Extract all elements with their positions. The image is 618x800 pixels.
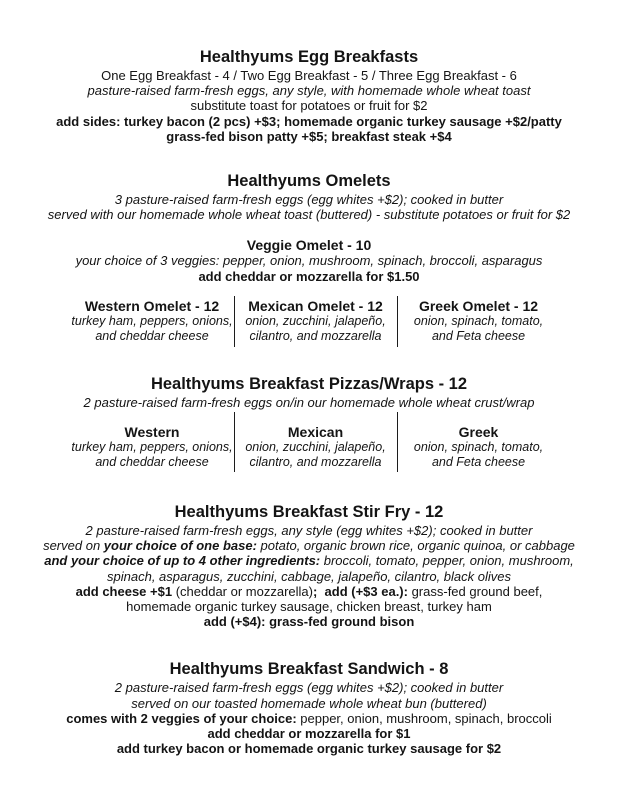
menu-text-line: [20, 129, 598, 144]
column-title: Western Omelet - 12: [84, 297, 220, 314]
menu-text-line: [20, 711, 598, 726]
column-desc-line: and Feta cheese: [431, 455, 526, 470]
column-title: Western: [124, 424, 180, 441]
item-subheading: [20, 238, 598, 253]
section-title: Healthyums Breakfast Sandwich - 8: [169, 660, 449, 679]
column-desc-line: and Feta cheese: [431, 328, 526, 343]
text-run: served on: [43, 538, 104, 554]
menu-column-western-omelet: [71, 296, 234, 347]
section-omelets: [20, 170, 598, 347]
menu-column-mexican-pizza: [234, 412, 397, 472]
text-run: pepper, onion, mushroom, spinach, broccoli: [296, 710, 552, 726]
column-desc-line: onion, spinach, tomato,: [413, 440, 544, 455]
column-desc-line: cilantro, and mozzarella: [249, 328, 382, 343]
text-run: 2 pasture-raised farm-fresh eggs, any style (egg whites +$2); cooked in butter: [85, 523, 533, 539]
text-run: add turkey bacon or homemade organic turkey sausage for $2: [116, 741, 502, 757]
text-run: add cheddar or mozzarella for $1.50: [198, 268, 420, 284]
section-title: Healthyums Egg Breakfasts: [199, 48, 419, 66]
column-desc-line: onion, zucchini, jalapeño,: [245, 440, 386, 455]
column-desc-line: and cheddar cheese: [95, 328, 209, 343]
column-desc-line: turkey ham, peppers, onions,: [71, 313, 233, 328]
text-run: substitute toast for potatoes or fruit for $2: [190, 98, 428, 114]
text-run: 3 pasture-raised farm-fresh eggs (egg whites +$2); cooked in butter: [114, 192, 504, 208]
menu-text-line: [20, 696, 598, 711]
menu-text-line: [20, 741, 598, 756]
column-title: Greek: [458, 424, 499, 441]
menu-text-line: [20, 98, 598, 113]
section-breakfast-pizzas-wraps: [20, 373, 598, 472]
section-title: Healthyums Breakfast Stir Fry - 12: [174, 503, 444, 522]
section-egg-breakfasts: [20, 46, 598, 144]
columns-row-omelet: [26, 296, 604, 347]
column-desc-line: onion, spinach, tomato,: [413, 313, 544, 328]
menu-text-line: [20, 114, 598, 129]
text-run: your choice of one base:: [103, 538, 257, 554]
menu-text-line: [20, 680, 598, 695]
text-run: 2 pasture-raised farm-fresh eggs on/in our homemade whole wheat crust/wrap: [83, 394, 535, 410]
text-run: ; add (+$3 ea.):: [312, 583, 408, 599]
menu-text-line: [20, 553, 598, 568]
text-run: served with our homemade whole wheat toast (buttered) - substitute potatoes or fruit for $2: [47, 207, 571, 223]
menu-column-mexican-omelet: [234, 296, 397, 347]
menu-text-line: [20, 538, 598, 553]
section-breakfast-sandwich: [20, 658, 598, 756]
text-run: Veggie Omelet - 10: [246, 237, 372, 254]
text-run: served on our toasted homemade whole wheat bun (buttered): [131, 695, 487, 711]
column-title: Greek Omelet - 12: [418, 297, 539, 314]
text-run: 2 pasture-raised farm-fresh eggs (egg whites +$2); cooked in butter: [114, 680, 504, 696]
menu-text-line: [20, 253, 598, 268]
menu-text-line: [20, 599, 598, 614]
column-desc-line: turkey ham, peppers, onions,: [71, 440, 233, 455]
menu-text-line: [20, 68, 598, 83]
menu-column-greek-omelet: [397, 296, 560, 347]
column-desc-line: onion, zucchini, jalapeño,: [245, 313, 386, 328]
column-title: Mexican: [287, 424, 344, 441]
menu-text-line: [20, 83, 598, 98]
menu-column-western-pizza: [71, 412, 234, 472]
text-run: add cheddar or mozzarella for $1: [207, 726, 411, 742]
text-run: homemade organic turkey sausage, chicken breast, turkey ham: [126, 599, 492, 615]
text-run: your choice of 3 veggies: pepper, onion, mushroom, spinach, broccoli, asparagus: [75, 253, 543, 269]
menu-text-line: [20, 207, 598, 222]
menu-text-line: [20, 395, 598, 410]
section-title: Healthyums Omelets: [227, 172, 391, 191]
menu-text-line: [20, 523, 598, 538]
text-run: grass-fed bison patty +$5; breakfast steak +$4: [166, 128, 452, 144]
menu-text-line: [20, 584, 598, 599]
column-desc-line: cilantro, and mozzarella: [249, 455, 382, 470]
menu-text-line: [20, 192, 598, 207]
text-run: One Egg Breakfast - 4 / Two Egg Breakfast - 5 / Three Egg Breakfast - 6: [101, 68, 517, 83]
text-run: grass-fed ground beef,: [407, 583, 543, 599]
menu-text-line: [20, 569, 598, 584]
section-breakfast-stir-fry: [20, 501, 598, 629]
text-run: add (+$4): grass-fed ground bison: [203, 614, 415, 630]
menu-text-line: [20, 726, 598, 741]
text-run: and your choice of up to 4 other ingredients:: [44, 553, 321, 569]
column-title: Mexican Omelet - 12: [248, 297, 383, 314]
text-run: add cheese +$1: [75, 583, 173, 599]
section-title: Healthyums Breakfast Pizzas/Wraps - 12: [150, 374, 468, 393]
text-run: broccoli, tomato, pepper, onion, mushroom,: [320, 553, 574, 569]
menu-text-line: [20, 269, 598, 284]
menu-text-line: [20, 614, 598, 629]
menu-column-greek-pizza: [397, 412, 560, 472]
column-desc-line: and cheddar cheese: [95, 455, 209, 470]
text-run: potato, organic brown rice, organic quinoa, or cabbage: [256, 538, 575, 554]
text-run: pasture-raised farm-fresh eggs, any style, with homemade whole wheat toast: [87, 83, 531, 99]
text-run: comes with 2 veggies of your choice:: [66, 710, 297, 726]
columns-row-pizza: [26, 412, 604, 472]
text-run: add sides: turkey bacon (2 pcs) +$3; homemade organic turkey sausage +$2/patty: [56, 113, 562, 129]
text-run: (cheddar or mozzarella): [172, 583, 313, 599]
text-run: spinach, asparagus, zucchini, cabbage, jalapeño, cilantro, black olives: [107, 568, 511, 584]
